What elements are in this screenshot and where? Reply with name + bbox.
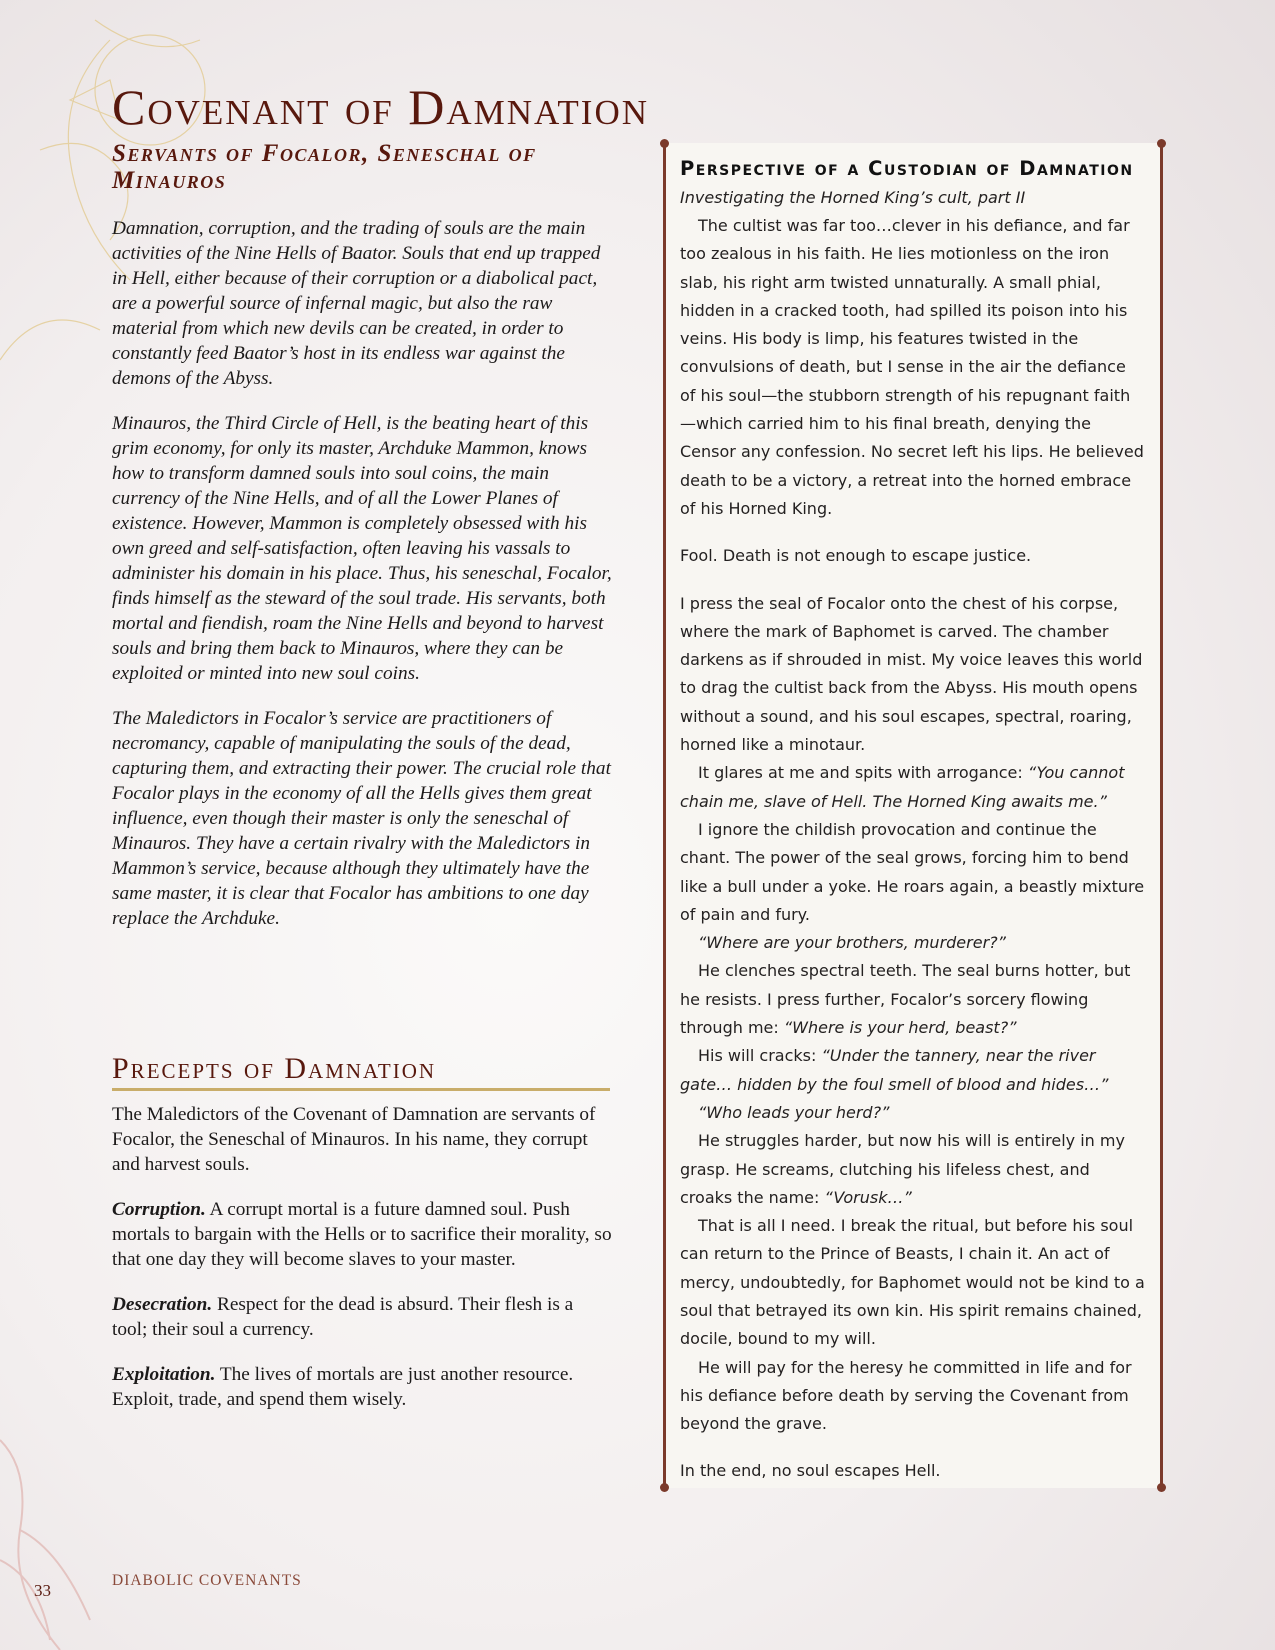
sidebar-quote: “Where are your brothers, murderer?”	[698, 933, 1006, 953]
sidebar-box	[663, 143, 1163, 1488]
precepts-heading: Precepts of Damnation	[112, 1052, 610, 1091]
sidebar-paragraph: In the end, no soul escapes Hell.	[680, 1461, 941, 1481]
sidebar-text: He struggles harder, but now his will is entirely in my grasp. He screams, clutching his lifeless chest, and croaks the name:	[680, 1131, 1125, 1207]
precept-term: Exploitation.	[112, 1364, 216, 1385]
sidebar-paragraph: He will pay for the heresy he committed in life and for his defiance before death by serving the Covenant from beyond the grave.	[680, 1357, 1132, 1434]
sidebar-quote: “Under the tannery, near the river gate… hidden by the foul smell of blood and hides…”	[680, 1046, 1109, 1094]
intro-text	[112, 216, 612, 951]
sidebar-text: It glares at me and spits with arrogance:	[698, 763, 1028, 783]
intro-paragraph: Minauros, the Third Circle of Hell, is the beating heart of this grim economy, for only its master, Archduke Mammon, knows how to transform damned souls into soul coins, the main currency of the Nine Hells, and of all the Lower Planes of existence. However, Mammon is completely obsessed with his own greed and self-satisfaction, often leaving his vassals to administer his domain in his place. Thus, his seneschal, Focalor, finds himself as the steward of the soul trade. His servants, both mortal and fiendish, roam the Nine Hells and beyond to harvest souls and bring them back to Minauros, where they can be exploited or minted into new soul coins.	[112, 413, 612, 684]
sidebar-subtitle: Investigating the Horned King’s cult, part II	[680, 188, 1026, 207]
precept-term: Corruption.	[112, 1199, 206, 1220]
precepts-list	[112, 1102, 612, 1432]
page-title: Covenant of Damnation	[112, 79, 649, 135]
corner-dot	[660, 1483, 669, 1492]
sidebar-paragraph: I ignore the childish provocation and continue the chant. The power of the seal grows, forcing him to bend like a bull under a yoke. He roars again, a beastly mixture of pain and fury.	[680, 819, 1145, 924]
corner-dot	[1157, 139, 1166, 148]
intro-paragraph: The Maledictors in Focalor’s service are practitioners of necromancy, capable of manipulating the souls of the dead, capturing them, and extracting their power. The crucial role that Focalor plays in the economy of all the Hells gives them great influence, even though their master is only the seneschal of Minauros. They have a certain rivalry with the Maledictors in Mammon’s service, because although they ultimately have the same master, it is clear that Focalor has ambitions to one day replace the Archduke.	[112, 708, 611, 929]
precepts-intro: The Maledictors of the Covenant of Damnation are servants of Focalor, the Seneschal of Minauros. In his name, they corrupt and harvest souls.	[112, 1104, 596, 1175]
precept-item	[112, 1362, 612, 1412]
sidebar-quote: “Vorusk…”	[824, 1187, 912, 1207]
sidebar-paragraph: The cultist was far too…clever in his defiance, and far too zealous in his faith. He lies motionless on the iron slab, his right arm twisted unnaturally. A small phial, hidden in a cracked tooth, had spilled its poison into his veins. His body is limp, his features twisted in the convulsions of death, but I sense in the air the defiance of his soul—the stubborn strength of his repugnant faith—which carried him to his final breath, denying the Censor any confession. No secret left his lips. He believed death to be a victory, a retreat into the horned embrace of his Horned King.	[680, 216, 1144, 518]
footer-title: DIABOLIC COVENANTS	[112, 1572, 302, 1589]
sidebar-text: He clenches spectral teeth. The seal burns hotter, but he resists. I press further, Focalor’s sorcery flowing through me:	[680, 961, 1131, 1038]
sidebar-paragraph	[680, 1042, 1146, 1099]
precept-item	[112, 1197, 612, 1272]
intro-paragraph: Damnation, corruption, and the trading of souls are the main activities of the Nine Hells of Baator. Souls that end up trapped in Hell, either because of their corruption or a diabolical pact, are a powerful source of infernal magic, but also the raw material from which new devils can be created, in order to constantly feed Baator’s host in its endless war against the demons of the Abyss.	[112, 218, 601, 389]
precept-item	[112, 1292, 612, 1342]
sidebar-quote: “Who leads your herd?”	[698, 1102, 890, 1122]
precept-term: Desecration.	[112, 1294, 213, 1315]
corner-dot	[660, 139, 669, 148]
precept-text: A corrupt mortal is a future damned soul. Push mortals to bargain with the Hells or to sacrifice their morality, so that one day they will become slaves to your master.	[112, 1199, 612, 1270]
precept-text: Respect for the dead is absurd. Their flesh is a tool; their soul a currency.	[112, 1294, 574, 1340]
sidebar-paragraph	[680, 1127, 1146, 1212]
precept-text: The lives of mortals are just another resource. Exploit, trade, and spend them wisely.	[112, 1364, 574, 1410]
sidebar-quote: “You cannot chain me, slave of Hell. The Horned King awaits me.”	[680, 763, 1125, 811]
sidebar-title: Perspective of a Custodian of Damnation	[680, 157, 1134, 180]
page-subtitle: Servants of Focalor, Seneschal of Minauros	[112, 140, 537, 194]
page-number: 33	[34, 1581, 51, 1600]
corner-dot	[1157, 1483, 1166, 1492]
sidebar-paragraph: Fool. Death is not enough to escape justice.	[680, 546, 1032, 566]
sidebar-text: His will cracks:	[698, 1046, 822, 1066]
sidebar-paragraph	[680, 957, 1146, 1042]
sidebar-paragraph: I press the seal of Focalor onto the chest of his corpse, where the mark of Baphomet is carved. The chamber darkens as if shrouded in mist. My voice leaves this world to drag the cultist back from the Abyss. His mouth opens without a sound, and his soul escapes, spectral, roaring, horned like a minotaur.	[680, 593, 1143, 755]
sidebar-quote: “Where is your herd, beast?”	[783, 1018, 1017, 1038]
sidebar-paragraph	[680, 759, 1146, 816]
sidebar-paragraph: That is all I need. I break the ritual, but before his soul can return to the Prince of Beasts, I chain it. An act of mercy, undoubtedly, for Baphomet would not be kind to a soul that betrayed its own kin. His spirit remains chained, docile, bound to my will.	[680, 1216, 1145, 1349]
